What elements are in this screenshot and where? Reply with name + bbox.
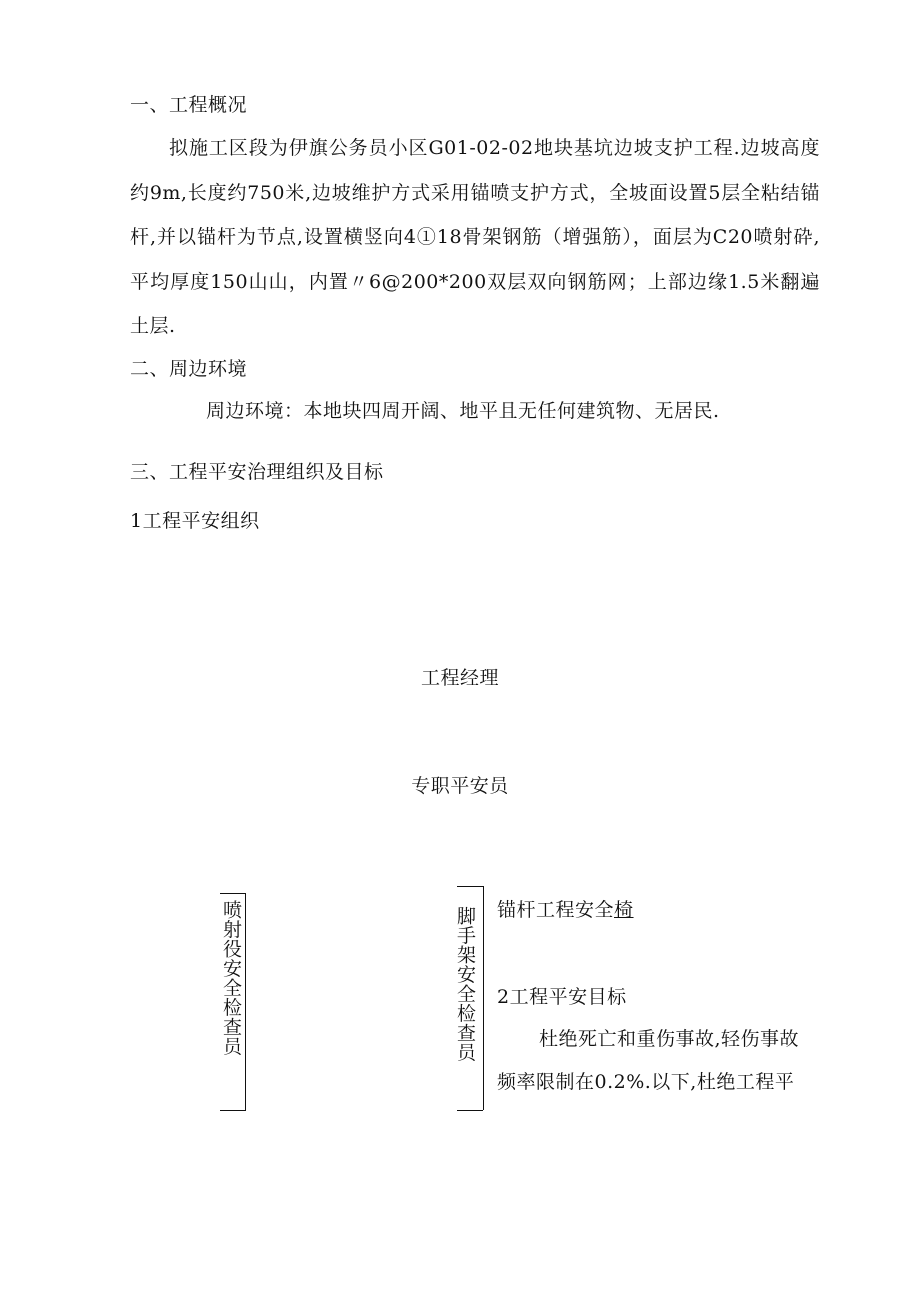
section2-paragraph: 周边环境：本地块四周开阔、地平且无任何建筑物、无居民. (206, 400, 720, 422)
org-anchor-inspector (497, 901, 634, 920)
org-anchor-inspector-prefix: 锚杆工程安全 (497, 899, 615, 921)
section1-paragraph: 拟施工区段为伊旗公务员小区G01-02-02地块基坑边坡支护工程.边坡高度约9m,长度约750米,边坡维护方式采用锚喷支护方式，全坡面设置5层全粘结锚杆,并以锚杆为节点,设置横竖向4①18骨架钢筋（增强筋），面层为C20喷射砕,平均厚度150山山，内置〃6@200*200双层双向钢筋网；上部边缘1.5米翻遍土层. (130, 137, 820, 337)
org-manager: 工程经理 (420, 667, 499, 689)
section3-heading: 三、工程平安治理组织及目标 (130, 461, 384, 483)
org-shotcrete-inspector: 喷射役安全检查员 (220, 900, 242, 1056)
org-anchor-inspector-suffix: 椅 (614, 899, 634, 921)
section3-sub1: 1工程平安组织 (130, 510, 260, 532)
section3-2-paragraph: 杜绝死亡和重伤事故,轻伤事故频率限制在0.2%.以下,杜绝工程平 (497, 1028, 800, 1093)
section3-2-heading: 2工程平安目标 (497, 986, 627, 1008)
org-safety-officer: 专职平安员 (411, 775, 509, 797)
section1-heading: 一、工程概况 (130, 94, 248, 116)
org-scaffold-inspector: 脚手架安全检查员 (454, 906, 476, 1062)
section2-heading: 二、周边环境 (130, 358, 248, 380)
